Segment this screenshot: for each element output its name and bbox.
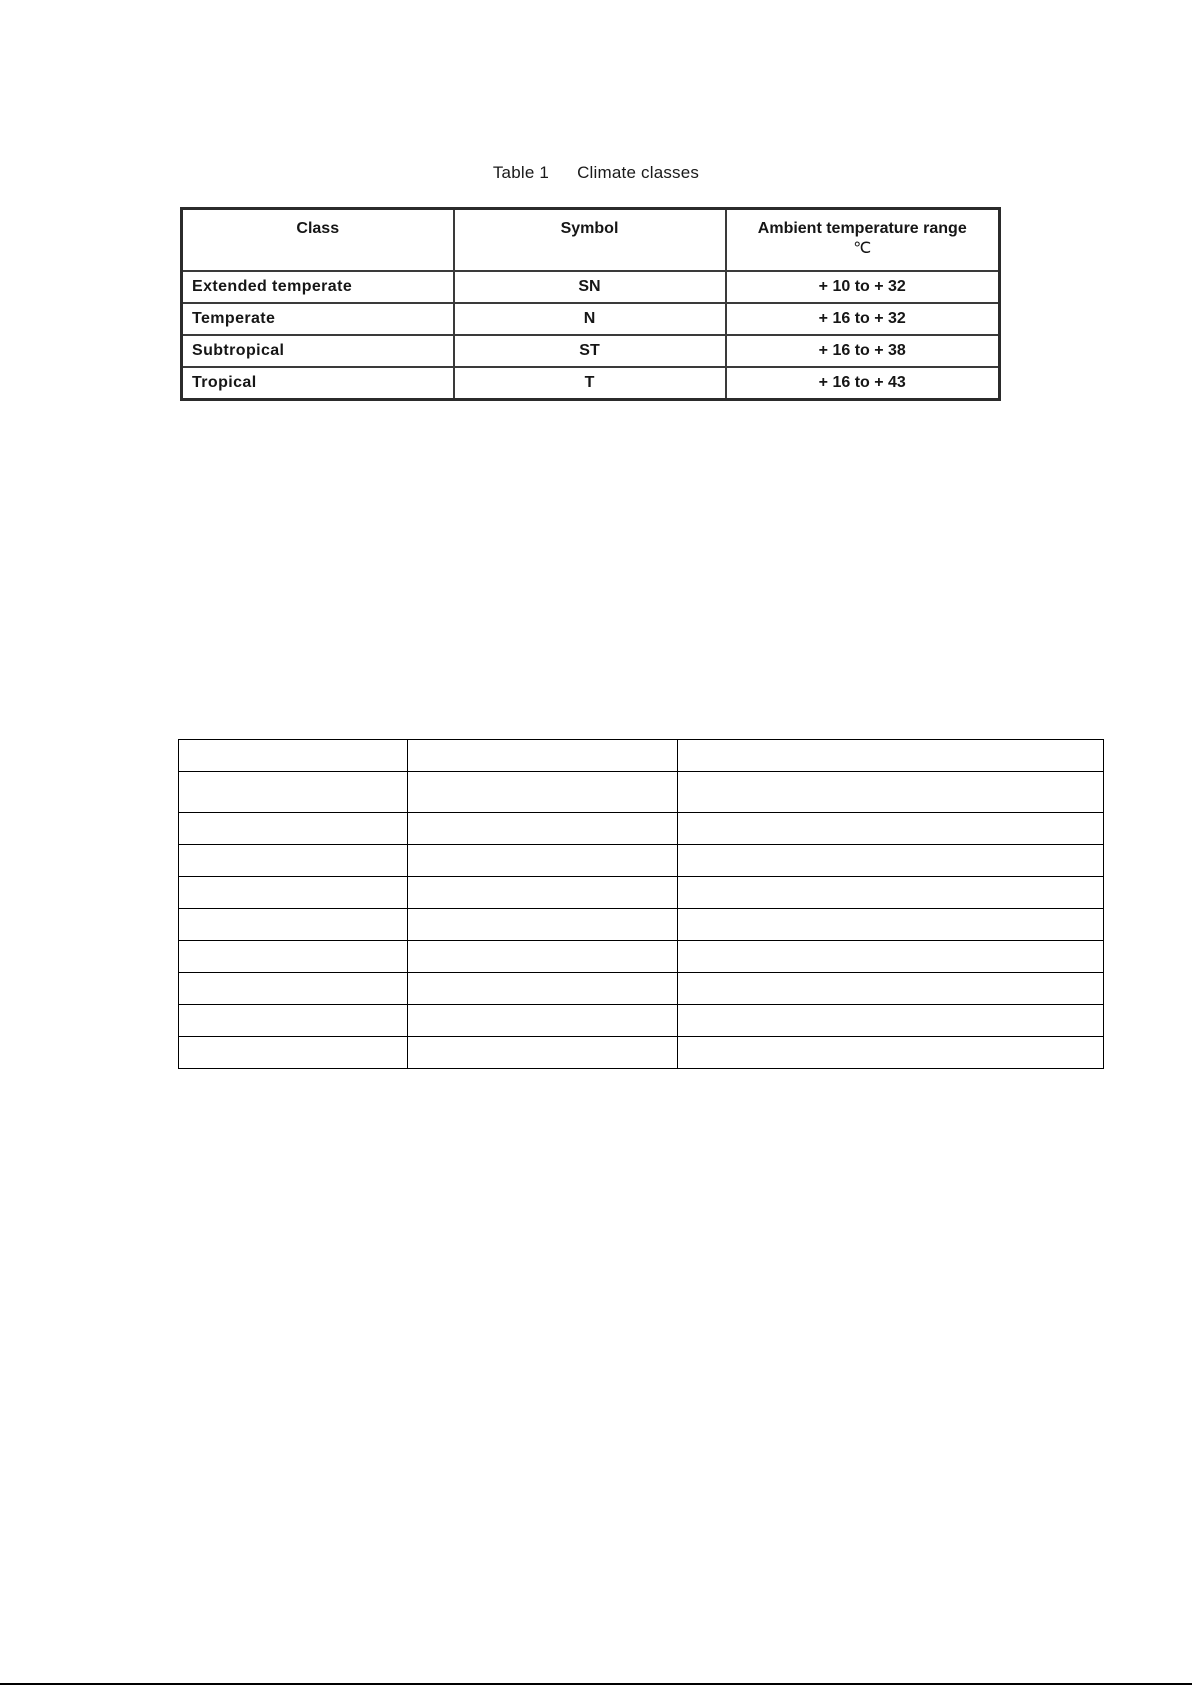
blank-cell bbox=[408, 941, 678, 973]
blank-cell bbox=[408, 1037, 678, 1069]
blank-cell bbox=[179, 740, 408, 772]
climate-classes-table bbox=[180, 207, 1001, 401]
blank-cell bbox=[678, 813, 1104, 845]
cell-symbol: N bbox=[454, 303, 726, 335]
blank-cell bbox=[408, 973, 678, 1005]
blank-table-row bbox=[179, 1005, 1104, 1037]
blank-table-row bbox=[179, 973, 1104, 1005]
blank-cell bbox=[678, 740, 1104, 772]
blank-cell bbox=[408, 740, 678, 772]
blank-table-row bbox=[179, 813, 1104, 845]
blank-table-row bbox=[179, 877, 1104, 909]
header-range-label: Ambient temperature range bbox=[757, 220, 967, 237]
blank-cell bbox=[678, 772, 1104, 813]
blank-cell bbox=[678, 877, 1104, 909]
blank-cell bbox=[408, 845, 678, 877]
blank-cell bbox=[408, 1005, 678, 1037]
blank-table-row bbox=[179, 740, 1104, 772]
header-range-unit: ℃ bbox=[853, 240, 872, 257]
cell-range: + 16 to + 43 bbox=[726, 367, 1000, 400]
table-caption bbox=[0, 163, 1192, 183]
blank-cell bbox=[678, 1005, 1104, 1037]
cell-symbol: T bbox=[454, 367, 726, 400]
blank-cell bbox=[408, 813, 678, 845]
blank-table bbox=[178, 739, 1104, 1069]
blank-cell bbox=[179, 772, 408, 813]
cell-range: + 10 to + 32 bbox=[726, 271, 1000, 303]
blank-cell bbox=[179, 813, 408, 845]
blank-table-row bbox=[179, 909, 1104, 941]
blank-cell bbox=[179, 909, 408, 941]
blank-cell bbox=[179, 973, 408, 1005]
blank-cell bbox=[678, 1037, 1104, 1069]
blank-cell bbox=[179, 1005, 408, 1037]
blank-cell bbox=[678, 941, 1104, 973]
header-symbol: Symbol bbox=[454, 209, 726, 272]
blank-cell bbox=[408, 877, 678, 909]
blank-cell bbox=[179, 941, 408, 973]
cell-range: + 16 to + 32 bbox=[726, 303, 1000, 335]
cell-range: + 16 to + 38 bbox=[726, 335, 1000, 367]
cell-symbol: ST bbox=[454, 335, 726, 367]
table-header-row bbox=[182, 209, 1000, 272]
blank-cell bbox=[179, 1037, 408, 1069]
blank-cell bbox=[179, 845, 408, 877]
table-row bbox=[182, 271, 1000, 303]
blank-cell bbox=[408, 772, 678, 813]
table-caption-number: Table 1 bbox=[492, 163, 550, 182]
blank-table-row bbox=[179, 941, 1104, 973]
header-class: Class bbox=[182, 209, 454, 272]
blank-cell bbox=[408, 909, 678, 941]
cell-class: Temperate bbox=[182, 303, 454, 335]
blank-cell bbox=[678, 845, 1104, 877]
cell-class: Tropical bbox=[182, 367, 454, 400]
blank-cell bbox=[678, 909, 1104, 941]
blank-table-row bbox=[179, 845, 1104, 877]
blank-table-row bbox=[179, 1037, 1104, 1069]
blank-cell bbox=[179, 877, 408, 909]
cell-class: Extended temperate bbox=[182, 271, 454, 303]
cell-class: Subtropical bbox=[182, 335, 454, 367]
cell-symbol: SN bbox=[454, 271, 726, 303]
table-row bbox=[182, 367, 1000, 400]
header-range bbox=[726, 209, 1000, 272]
table-row bbox=[182, 335, 1000, 367]
table-caption-title: Climate classes bbox=[577, 163, 700, 182]
table-row bbox=[182, 303, 1000, 335]
blank-table-row bbox=[179, 772, 1104, 813]
blank-cell bbox=[678, 973, 1104, 1005]
